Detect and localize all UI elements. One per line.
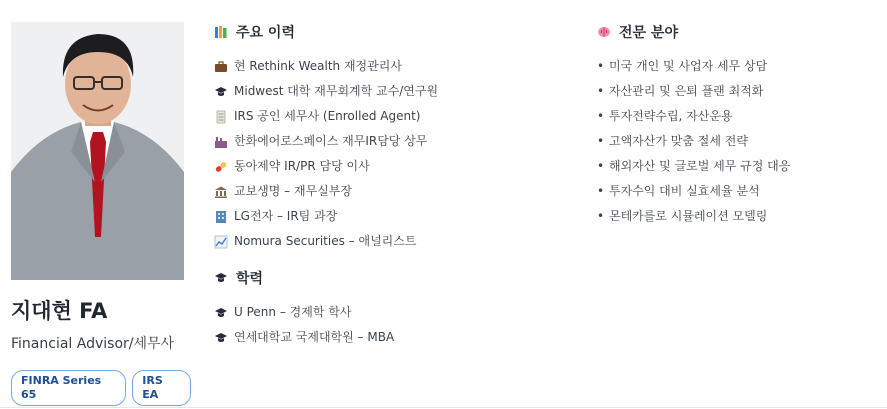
list-item: • 투자수익 대비 실효세율 분석 bbox=[597, 179, 877, 204]
list-item: • 미국 개인 및 사업자 세무 상담 bbox=[597, 54, 877, 79]
profile-card bbox=[11, 22, 191, 406]
career-list bbox=[214, 54, 574, 254]
books-icon bbox=[214, 25, 228, 39]
graduation-cap-icon bbox=[214, 306, 228, 320]
list-item: 현 Rethink Wealth 재정관리사 bbox=[214, 54, 574, 79]
profile-photo bbox=[11, 22, 184, 280]
list-item: • 고액자산가 맞춤 절세 전략 bbox=[597, 129, 877, 154]
bottom-divider bbox=[0, 407, 887, 408]
bullet: • bbox=[597, 159, 605, 173]
list-item: LG전자 – IR팀 과장 bbox=[214, 204, 574, 229]
career-column bbox=[214, 22, 574, 350]
list-item: • 투자전략수립, 자산운용 bbox=[597, 104, 877, 129]
expertise-list bbox=[597, 54, 877, 229]
list-item: Midwest 대학 재무회계학 교수/연구원 bbox=[214, 79, 574, 104]
bullet: • bbox=[597, 109, 605, 123]
list-item: 한화에어로스페이스 재무IR담당 상무 bbox=[214, 129, 574, 154]
list-item: 동아제약 IR/PR 담당 이사 bbox=[214, 154, 574, 179]
graduation-cap-icon bbox=[214, 85, 228, 99]
expertise-title: 전문 분야 bbox=[619, 25, 678, 41]
badge-finra: FINRA Series 65 bbox=[11, 370, 126, 406]
bank-icon bbox=[214, 185, 228, 199]
document-icon bbox=[214, 110, 228, 124]
advisor-role: Financial Advisor/세무사 bbox=[11, 336, 175, 352]
credential-badges bbox=[11, 370, 191, 406]
list-item: Nomura Securities – 애널리스트 bbox=[214, 229, 574, 254]
list-item: U Penn – 경제학 학사 bbox=[214, 300, 574, 325]
chart-icon bbox=[214, 235, 228, 249]
expertise-column bbox=[597, 22, 877, 229]
list-item: IRS 공인 세무사 (Enrolled Agent) bbox=[214, 104, 574, 129]
bullet: • bbox=[597, 84, 605, 98]
bullet: • bbox=[597, 134, 605, 148]
career-title: 주요 이력 bbox=[236, 25, 295, 41]
graduation-cap-icon bbox=[214, 271, 228, 285]
career-heading bbox=[214, 22, 574, 42]
list-item: 연세대학교 국제대학원 – MBA bbox=[214, 325, 574, 350]
education-list bbox=[214, 300, 574, 350]
list-item: • 몬테카를로 시뮬레이션 모델링 bbox=[597, 204, 877, 229]
education-heading bbox=[214, 268, 574, 288]
brain-icon bbox=[597, 25, 611, 39]
briefcase-icon bbox=[214, 60, 228, 74]
bullet: • bbox=[597, 184, 605, 198]
advisor-name: 지대현 FA bbox=[11, 299, 108, 323]
pill-icon bbox=[214, 160, 228, 174]
list-item: • 해외자산 및 글로벌 세무 규정 대응 bbox=[597, 154, 877, 179]
bullet: • bbox=[597, 59, 605, 73]
expertise-heading bbox=[597, 22, 877, 42]
list-item: 교보생명 – 재무실부장 bbox=[214, 179, 574, 204]
bullet: • bbox=[597, 209, 605, 223]
building-icon bbox=[214, 210, 228, 224]
factory-icon bbox=[214, 135, 228, 149]
list-item: • 자산관리 및 은퇴 플랜 최적화 bbox=[597, 79, 877, 104]
badge-irs-ea: IRS EA bbox=[132, 370, 191, 406]
education-title: 학력 bbox=[236, 271, 264, 287]
graduation-cap-icon bbox=[214, 331, 228, 345]
